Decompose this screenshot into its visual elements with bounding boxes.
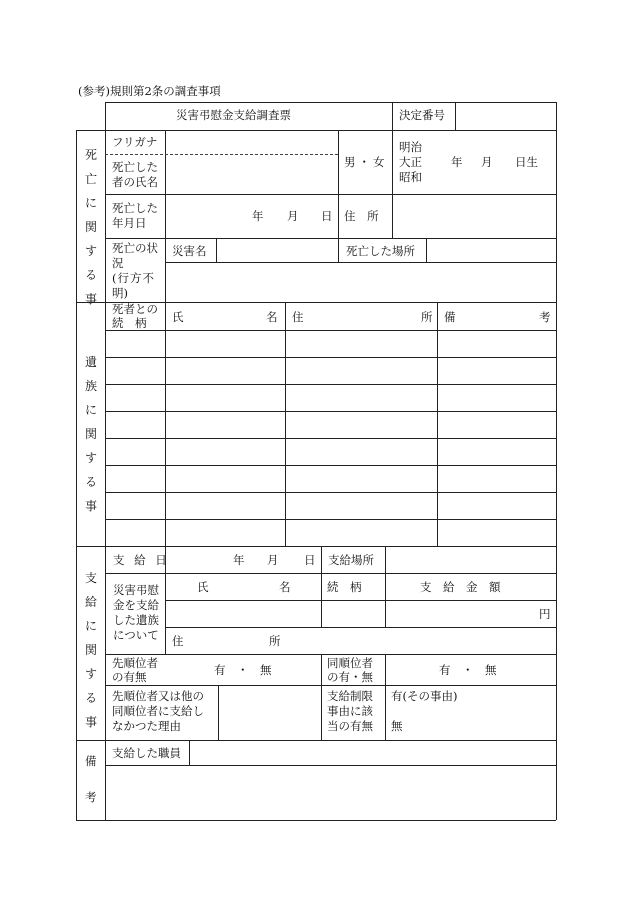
era-meiji: 明治	[399, 140, 422, 154]
family-row[interactable]	[106, 520, 556, 545]
death-place-field[interactable]	[427, 239, 555, 261]
family-section-label: 遺 族 に 関 す る 事	[84, 355, 97, 513]
recipient-name-field[interactable]	[166, 601, 320, 626]
family-name-header-2: 名	[266, 310, 278, 324]
family-row[interactable]	[106, 412, 556, 437]
birth-month: 月	[481, 155, 493, 169]
family-row[interactable]	[106, 331, 556, 356]
situation-label-4: 明)	[112, 286, 128, 300]
remarks-section-label-2: 考	[85, 790, 97, 804]
birth-day: 日生	[515, 155, 538, 169]
payment-date-label: 支 給 日	[113, 553, 170, 567]
payment-place-label: 支給場所	[328, 553, 374, 567]
family-name-header-1: 氏	[172, 310, 184, 324]
reason-field[interactable]	[219, 686, 320, 739]
deceased-name-field[interactable]	[166, 155, 337, 193]
amount-header: 支 給 金 額	[420, 580, 501, 594]
situation-field[interactable]	[166, 263, 555, 301]
death-date-label-2: 年月日	[112, 216, 147, 230]
remarks-section-label-1: 備	[85, 754, 97, 768]
family-row[interactable]	[106, 466, 556, 491]
family-row[interactable]	[106, 493, 556, 518]
recipient-name-header-1: 氏	[197, 580, 209, 594]
family-address-header-1: 住	[292, 310, 304, 324]
recipient-label-3: した遺族	[113, 613, 159, 627]
recipient-label-1: 災害弔慰	[113, 583, 159, 597]
payment-day: 日	[304, 553, 316, 567]
limit-no-option[interactable]: 無	[391, 719, 403, 733]
death-section-label: 死 亡 に 関 す る 事	[84, 148, 97, 306]
era-taisho: 大正	[399, 155, 422, 169]
death-year: 年	[252, 209, 264, 223]
limit-yes-option[interactable]: 有(その事由)	[391, 689, 458, 703]
reason-label-3: なかつた理由	[112, 719, 181, 733]
deceased-name-label-2: 者の氏名	[112, 175, 158, 189]
limit-label-2: 事由に該	[327, 704, 373, 718]
deceased-name-label-1: 死亡した	[112, 160, 158, 174]
payment-section-label: 支 給 に 関 す る 事	[84, 571, 97, 729]
sex-selector[interactable]: 男・女	[344, 155, 388, 169]
family-row[interactable]	[106, 385, 556, 410]
page-title: (参考)規則第2条の調査事項	[78, 84, 221, 98]
death-month: 月	[287, 209, 299, 223]
situation-label-1: 死亡の状	[112, 241, 158, 255]
staff-field[interactable]	[190, 741, 555, 764]
same-rank-label-2: の有・無	[327, 670, 373, 684]
recipient-address-label-1: 住	[172, 634, 184, 648]
reason-label-2: 同順位者に支給し	[112, 704, 204, 718]
disaster-name-field[interactable]	[217, 239, 337, 261]
disaster-name-label: 災害名	[172, 244, 207, 258]
death-day: 日	[321, 209, 333, 223]
same-rank-label-1: 同順位者	[327, 656, 373, 670]
prior-label-1: 先順位者	[112, 656, 158, 670]
reason-label-1: 先順位者又は他の	[112, 689, 204, 703]
furigana-label: フリガナ	[112, 135, 158, 149]
birth-year: 年	[451, 155, 463, 169]
same-rank-selector[interactable]: 有 ・ 無	[439, 663, 497, 677]
payment-month: 月	[267, 553, 279, 567]
recipient-relation-header: 続 柄	[327, 580, 362, 594]
recipient-address-label-2: 所	[269, 634, 281, 648]
address-field[interactable]	[393, 195, 555, 237]
yen-unit: 円	[539, 607, 551, 621]
recipient-label-2: 金を支給	[113, 598, 159, 612]
remarks-field[interactable]	[106, 766, 555, 819]
family-row[interactable]	[106, 439, 556, 464]
furigana-field[interactable]	[166, 131, 337, 153]
relation-label-1: 死者との	[112, 302, 158, 316]
address-label: 住 所	[344, 209, 383, 223]
prior-selector[interactable]: 有 ・ 無	[214, 663, 272, 677]
prior-label-2: の有無	[112, 670, 147, 684]
situation-label-2: 況	[112, 256, 124, 270]
death-place-label: 死亡した場所	[346, 244, 415, 258]
recipient-name-header-2: 名	[279, 580, 291, 594]
situation-label-3: (行方不	[112, 271, 155, 285]
family-row[interactable]	[106, 358, 556, 383]
recipient-relation-field[interactable]	[322, 601, 384, 626]
recipient-label-4: について	[113, 628, 159, 642]
payment-year: 年	[233, 553, 245, 567]
decision-number-label: 決定番号	[399, 108, 445, 122]
family-remarks-header-1: 備	[444, 310, 456, 324]
death-date-label-1: 死亡した	[112, 201, 158, 215]
amount-field[interactable]	[386, 601, 555, 626]
payment-place-field[interactable]	[386, 547, 555, 572]
relation-label-2: 続 柄	[112, 316, 147, 330]
limit-label-1: 支給制限	[327, 689, 373, 703]
recipient-address-field[interactable]	[286, 628, 555, 653]
decision-number-field[interactable]	[456, 103, 555, 129]
staff-label: 支給した職員	[112, 746, 181, 760]
family-address-header-2: 所	[421, 310, 433, 324]
form-name: 災害弔慰金支給調査票	[176, 108, 291, 122]
limit-label-3: 当の有無	[327, 719, 373, 733]
family-remarks-header-2: 考	[539, 310, 551, 324]
era-showa: 昭和	[399, 170, 422, 184]
